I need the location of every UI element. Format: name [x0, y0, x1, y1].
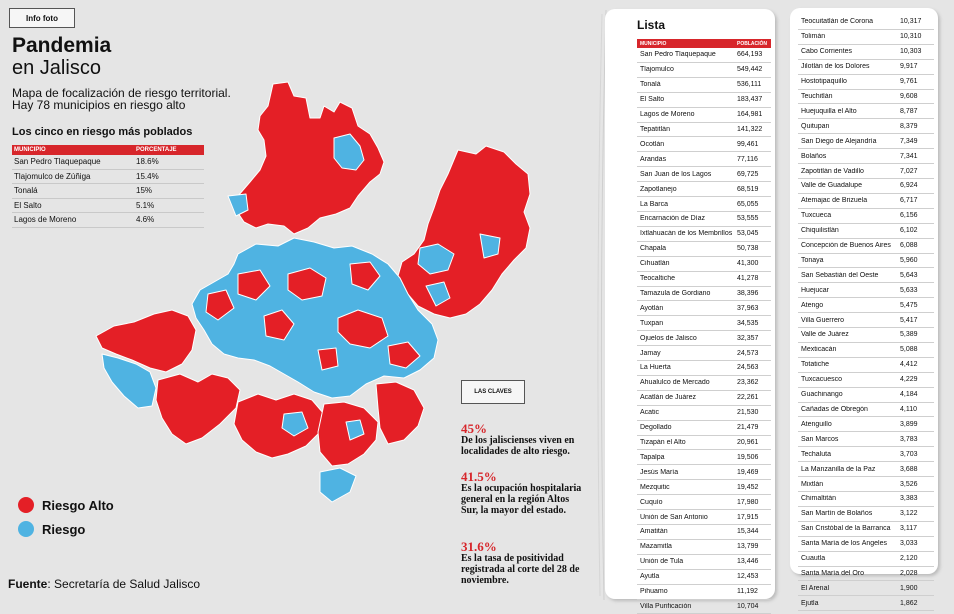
poblacion-value: 664,193 — [737, 51, 763, 59]
list-panel-left — [605, 9, 775, 610]
municipio-name: Encarnación de Díaz — [640, 215, 705, 223]
municipio-name: Mazamitla — [640, 543, 672, 551]
list-row — [798, 373, 934, 388]
poblacion-value: 19,452 — [737, 483, 759, 491]
list-row — [798, 358, 934, 373]
list-row — [637, 421, 771, 436]
poblacion-value: 5,960 — [900, 256, 918, 264]
municipio-name: Unión de Tula — [640, 558, 684, 566]
poblacion-value: 8,379 — [900, 122, 918, 130]
claves-tag: LAS CLAVES — [461, 380, 525, 404]
municipio-name: Cihuatlán — [640, 260, 670, 268]
list-title: Lista — [637, 18, 666, 32]
poblacion-value: 20,961 — [737, 439, 759, 447]
list-row — [637, 450, 771, 465]
list-row — [798, 209, 934, 224]
map-region-risk — [192, 238, 438, 398]
list-row — [637, 316, 771, 331]
municipio-name: Concepción de Buenos Aires — [801, 242, 891, 250]
poblacion-value: 3,703 — [900, 450, 918, 458]
municipio-name: Villa Purificación — [640, 602, 692, 610]
municipio-name: Techaluta — [801, 450, 831, 458]
list-row — [637, 540, 771, 555]
poblacion-value: 23,362 — [737, 379, 759, 387]
poblacion-value: 77,116 — [737, 155, 758, 163]
municipio-name: Tonalá — [640, 81, 661, 89]
list-row — [637, 525, 771, 540]
legend-label-high: Riesgo Alto — [42, 497, 114, 513]
municipio-name: Zapotitlán de Vadillo — [801, 167, 864, 175]
municipio-name: Guachinango — [801, 391, 843, 399]
poblacion-value: 6,156 — [900, 212, 918, 220]
poblacion-value: 3,783 — [900, 435, 918, 443]
poblacion-value: 41,278 — [737, 275, 759, 283]
list-row — [637, 272, 771, 287]
municipio-name: Santa María de los Ángeles — [801, 540, 887, 548]
municipio-name: Jamay — [640, 349, 661, 357]
municipio-name: San Martín de Bolaños — [801, 510, 873, 518]
list-row — [637, 48, 771, 63]
poblacion-value: 10,310 — [900, 33, 922, 41]
municipio-name: Tuxpan — [640, 319, 664, 327]
list-row — [798, 447, 934, 462]
poblacion-value: 34,535 — [737, 319, 759, 327]
info-foto-tag: Info foto — [9, 8, 75, 28]
municipio-name: Zapotlanejo — [640, 185, 677, 193]
list-row — [637, 63, 771, 78]
municipio-name: Chimaltitán — [801, 495, 837, 503]
list-row — [798, 224, 934, 239]
list-row — [798, 417, 934, 432]
list-row — [798, 283, 934, 298]
list-row — [637, 78, 771, 93]
list-table-left — [637, 39, 771, 614]
municipio-name: Jesús María — [640, 468, 679, 476]
poblacion-value: 9,608 — [900, 92, 918, 100]
poblacion-value: 11,192 — [737, 588, 758, 596]
municipio-name: Ocotlán — [640, 140, 665, 148]
stat-block — [461, 540, 583, 586]
list-row — [637, 182, 771, 197]
list-row — [798, 507, 934, 522]
poblacion-value: 4,110 — [900, 406, 917, 414]
municipio-name: Hostotipaquillo — [801, 78, 847, 86]
list-row — [798, 492, 934, 507]
list-row — [637, 331, 771, 346]
municipio-name: Huejuquilla el Alto — [801, 107, 857, 115]
municipio-name: Amatitán — [640, 528, 668, 536]
poblacion-value: 69,725 — [737, 170, 759, 178]
list-row — [637, 391, 771, 406]
poblacion-value: 15,344 — [737, 528, 759, 536]
poblacion-value: 8,787 — [900, 107, 918, 115]
municipio-name: Teuchitlán — [801, 92, 833, 100]
map-region-high — [234, 394, 324, 458]
list-row — [637, 510, 771, 525]
list-row — [637, 137, 771, 152]
municipio-name: Ixtlahuacán de los Membrillos — [640, 230, 733, 238]
legend-label-risk: Riesgo — [42, 521, 86, 537]
municipio-name: Lagos de Moreno — [14, 215, 77, 225]
poblacion-value: 5,633 — [900, 286, 918, 294]
poblacion-value: 21,530 — [737, 409, 759, 417]
poblacion-value: 10,303 — [900, 48, 922, 56]
poblacion-value: 22,261 — [737, 394, 759, 402]
poblacion-value: 5,475 — [900, 301, 918, 309]
municipio-name: Tlajomulco — [640, 66, 674, 74]
poblacion-value: 3,122 — [900, 510, 918, 518]
list-row — [798, 60, 934, 75]
municipio-name: Mezquitic — [640, 483, 670, 491]
stat-block — [461, 422, 583, 457]
poblacion-value: 7,341 — [900, 152, 918, 160]
municipio-name: Ayotlán — [640, 304, 664, 312]
list-row — [637, 570, 771, 585]
municipio-name: Atenguillo — [801, 420, 832, 428]
poblacion-value: 9,761 — [900, 78, 918, 86]
poblacion-value: 2,028 — [900, 569, 918, 577]
list-row — [798, 239, 934, 254]
poblacion-value: 17,915 — [737, 513, 759, 521]
municipio-name: Tuxcacuesco — [801, 376, 842, 384]
municipio-name: Arandas — [640, 155, 667, 163]
poblacion-value: 3,117 — [900, 525, 917, 533]
poblacion-value: 183,437 — [737, 96, 763, 104]
stat-percent: 45% — [461, 421, 487, 436]
poblacion-value: 6,717 — [900, 197, 918, 205]
municipio-name: Ojuelos de Jalisco — [640, 334, 697, 342]
poblacion-value: 19,469 — [737, 468, 759, 476]
poblacion-value: 41,300 — [737, 260, 759, 268]
list-row — [637, 167, 771, 182]
municipio-name: Ayutla — [640, 573, 660, 581]
municipio-name: Lagos de Moreno — [640, 111, 695, 119]
municipio-name: El Salto — [14, 200, 42, 210]
poblacion-value: 50,738 — [737, 245, 759, 253]
municipio-name: Teocuitatlán de Corona — [801, 18, 873, 26]
poblacion-value: 7,027 — [900, 167, 918, 175]
list-row — [637, 495, 771, 510]
poblacion-value: 3,688 — [900, 465, 918, 473]
municipio-name: Acatic — [640, 409, 660, 417]
municipio-name: San Diego de Alejandría — [801, 137, 877, 145]
municipio-name: Unión de San Antonio — [640, 513, 708, 521]
map-region-high — [318, 402, 378, 466]
municipio-name: Jilotlán de los Dolores — [801, 63, 870, 71]
stat-text: Es la tasa de positividad registrada al corte del 28 de noviembre. — [461, 553, 580, 586]
list-row — [798, 104, 934, 119]
stat-text: Es la ocupación hospitalaria general en la región Altos Sur, la mayor del estado. — [461, 483, 582, 516]
poblacion-value: 2,120 — [900, 555, 918, 563]
poblacion-value: 24,573 — [737, 349, 759, 357]
municipio-percent: 15.4% — [136, 171, 159, 181]
poblacion-value: 4,412 — [900, 361, 918, 369]
list-row — [798, 254, 934, 269]
list-row — [798, 343, 934, 358]
list-table-right — [798, 15, 934, 611]
municipio-name: Pihuamo — [640, 588, 668, 596]
poblacion-value: 3,383 — [900, 495, 918, 503]
source-note — [8, 577, 200, 591]
list-row — [637, 152, 771, 167]
municipio-name: Tonaya — [801, 256, 824, 264]
list-row — [637, 480, 771, 495]
poblacion-value: 6,924 — [900, 182, 918, 190]
municipio-name: Atemajac de Brizuela — [801, 197, 868, 205]
list-row — [798, 298, 934, 313]
list-row — [798, 164, 934, 179]
poblacion-value: 5,088 — [900, 346, 918, 354]
list-row — [798, 149, 934, 164]
map-region-high — [156, 374, 240, 444]
list-row — [798, 15, 934, 30]
municipio-percent: 18.6% — [136, 157, 159, 167]
municipio-name: Tlajomulco de Zúñiga — [14, 171, 91, 181]
poblacion-value: 5,389 — [900, 331, 918, 339]
poblacion-value: 536,111 — [737, 81, 762, 89]
poblacion-value: 141,322 — [737, 125, 763, 133]
municipio-name: Cuquío — [640, 498, 663, 506]
map-region-risk — [480, 234, 500, 258]
list-row — [637, 555, 771, 570]
list-panel-right — [790, 8, 938, 607]
list-row — [637, 585, 771, 600]
poblacion-value: 21,479 — [737, 424, 759, 432]
list-row — [637, 376, 771, 391]
map-region-high — [318, 348, 338, 370]
map-region-high — [376, 382, 424, 444]
poblacion-value: 5,417 — [900, 316, 918, 324]
municipio-name: Ejutla — [801, 599, 819, 607]
list-row — [798, 268, 934, 283]
poblacion-value: 10,317 — [900, 18, 922, 26]
municipio-name: Santa María del Oro — [801, 569, 865, 577]
poblacion-value: 3,033 — [900, 540, 918, 548]
list-row — [637, 465, 771, 480]
poblacion-value: 6,088 — [900, 242, 918, 250]
poblacion-value: 4,184 — [900, 391, 918, 399]
poblacion-value: 7,349 — [900, 137, 918, 145]
municipio-percent: 5.1% — [136, 200, 155, 210]
municipio-name: Villa Guerrero — [801, 316, 845, 324]
poblacion-value: 10,704 — [737, 602, 759, 610]
poblacion-value: 24,563 — [737, 364, 759, 372]
municipio-name: Tonalá — [14, 186, 38, 196]
poblacion-value: 13,799 — [737, 543, 759, 551]
list-row — [798, 45, 934, 60]
poblacion-value: 99,461 — [737, 140, 759, 148]
list-row — [637, 301, 771, 316]
poblacion-value: 53,555 — [737, 215, 759, 223]
list-row — [798, 313, 934, 328]
poblacion-value: 1,900 — [900, 584, 918, 592]
list-row — [637, 242, 771, 257]
municipio-name: Cuautla — [801, 555, 826, 563]
poblacion-value: 17,980 — [737, 498, 759, 506]
poblacion-value: 38,396 — [737, 289, 759, 297]
municipio-name: El Arenal — [801, 584, 830, 592]
poblacion-value: 9,917 — [900, 63, 918, 71]
municipio-name: Totatiche — [801, 361, 830, 369]
stat-percent: 31.6% — [461, 539, 497, 554]
municipio-name: La Manzanilla de la Paz — [801, 465, 876, 473]
list-row — [637, 108, 771, 123]
municipio-name: Tuxcueca — [801, 212, 832, 220]
source-label: Fuente — [8, 577, 48, 591]
municipio-name: San Pedro Tlaquepaque — [640, 51, 716, 59]
list-row — [637, 406, 771, 421]
poblacion-value: 5,643 — [900, 271, 918, 279]
municipio-name: La Barca — [640, 200, 669, 208]
list-row — [637, 227, 771, 242]
col-poblacion: POBLACIÓN — [737, 40, 767, 47]
list-row — [798, 75, 934, 90]
poblacion-value: 164,981 — [737, 111, 763, 119]
municipio-name: Tizapán el Alto — [640, 439, 686, 447]
list-row — [798, 194, 934, 209]
poblacion-value: 3,899 — [900, 420, 918, 428]
map-legend — [18, 494, 114, 542]
municipio-name: Acatlán de Juárez — [640, 394, 697, 402]
list-row — [798, 552, 934, 567]
list-row — [637, 287, 771, 302]
municipio-name: Mixtlán — [801, 480, 824, 488]
list-row — [798, 537, 934, 552]
list-row — [798, 522, 934, 537]
list-row — [637, 257, 771, 272]
top-five-heading: Los cinco en riesgo más poblados — [12, 126, 193, 138]
poblacion-value: 549,442 — [737, 66, 763, 74]
municipio-name: Chapala — [640, 245, 667, 253]
municipio-name: Valle de Juárez — [801, 331, 849, 339]
list-row — [798, 179, 934, 194]
poblacion-value: 6,102 — [900, 227, 918, 235]
col-municipio: MUNICIPIO — [14, 147, 46, 153]
municipio-name: San Juan de los Lagos — [640, 170, 712, 178]
list-row — [637, 93, 771, 108]
list-row — [798, 119, 934, 134]
list-row — [798, 30, 934, 45]
poblacion-value: 12,453 — [737, 573, 759, 581]
poblacion-value: 53,045 — [737, 230, 759, 238]
legend-item-high — [18, 494, 114, 516]
municipio-name: Atengo — [801, 301, 824, 309]
poblacion-value: 4,229 — [900, 376, 918, 384]
page-title: Pandemia — [12, 34, 112, 57]
municipio-name: Chiquilistlán — [801, 227, 839, 235]
municipio-percent: 15% — [136, 186, 153, 196]
list-row — [798, 328, 934, 343]
municipio-name: La Huerta — [640, 364, 671, 372]
stat-block — [461, 470, 583, 516]
municipio-name: San Marcos — [801, 435, 839, 443]
legend-swatch-high — [18, 497, 34, 513]
list-row — [637, 197, 771, 212]
list-row — [798, 403, 934, 418]
legend-swatch-risk — [18, 521, 34, 537]
legend-item-risk — [18, 518, 114, 540]
municipio-name: San Pedro Tlaquepaque — [14, 157, 101, 167]
municipio-name: San Cristóbal de la Barranca — [801, 525, 891, 533]
municipio-name: Bolaños — [801, 152, 827, 160]
col-municipio: MUNICIPIO — [640, 40, 667, 47]
municipio-name: Mexticacán — [801, 346, 837, 354]
list-row — [637, 212, 771, 227]
list-row — [798, 388, 934, 403]
page-title-line2: en Jalisco — [12, 57, 101, 79]
municipio-name: Tapalpa — [640, 453, 665, 461]
municipio-name: Cabo Corrientes — [801, 48, 852, 56]
municipio-name: Cañadas de Obregón — [801, 406, 868, 414]
list-table-header — [637, 39, 771, 48]
list-row — [798, 432, 934, 447]
list-row — [798, 462, 934, 477]
map-region-high — [398, 146, 530, 318]
poblacion-value: 68,519 — [737, 185, 759, 193]
poblacion-value: 3,526 — [900, 480, 918, 488]
poblacion-value: 19,506 — [737, 453, 759, 461]
municipio-name: El Salto — [640, 96, 665, 104]
list-row — [798, 477, 934, 492]
poblacion-value: 1,862 — [900, 599, 918, 607]
page-subtitle: Mapa de focalización de riesgo territorial. Hay 78 municipios en riesgo alto — [12, 86, 231, 112]
list-row — [798, 90, 934, 105]
list-row — [798, 134, 934, 149]
municipio-name: Tolimán — [801, 33, 826, 41]
poblacion-value: 13,446 — [737, 558, 759, 566]
source-text: : Secretaría de Salud Jalisco — [47, 577, 201, 591]
list-row — [637, 123, 771, 138]
municipio-name: Tamazula de Gordiano — [640, 289, 711, 297]
list-row — [798, 567, 934, 582]
municipio-name: Quitupan — [801, 122, 830, 130]
list-row — [637, 361, 771, 376]
municipio-name: San Sebastián del Oeste — [801, 271, 879, 279]
list-row — [637, 436, 771, 451]
municipio-name: Valle de Guadalupe — [801, 182, 862, 190]
municipio-name: Tepatitlán — [640, 125, 670, 133]
municipio-name: Huejucar — [801, 286, 830, 294]
list-row — [798, 581, 934, 596]
municipio-name: Degollado — [640, 424, 672, 432]
poblacion-value: 65,055 — [737, 200, 759, 208]
poblacion-value: 32,357 — [737, 334, 759, 342]
stat-percent: 41.5% — [461, 469, 497, 484]
municipio-name: Ahualulco de Mercado — [640, 379, 710, 387]
list-row — [637, 346, 771, 361]
list-row — [798, 596, 934, 611]
poblacion-value: 37,963 — [737, 304, 759, 312]
municipio-name: Teocaltiche — [640, 275, 676, 283]
stat-text: De los jaliscienses viven en localidades de alto riesgo. — [461, 435, 575, 457]
map-region-risk — [320, 468, 356, 502]
col-porcentaje: PORCENTAJE — [136, 147, 177, 153]
municipio-percent: 4.6% — [136, 215, 155, 225]
